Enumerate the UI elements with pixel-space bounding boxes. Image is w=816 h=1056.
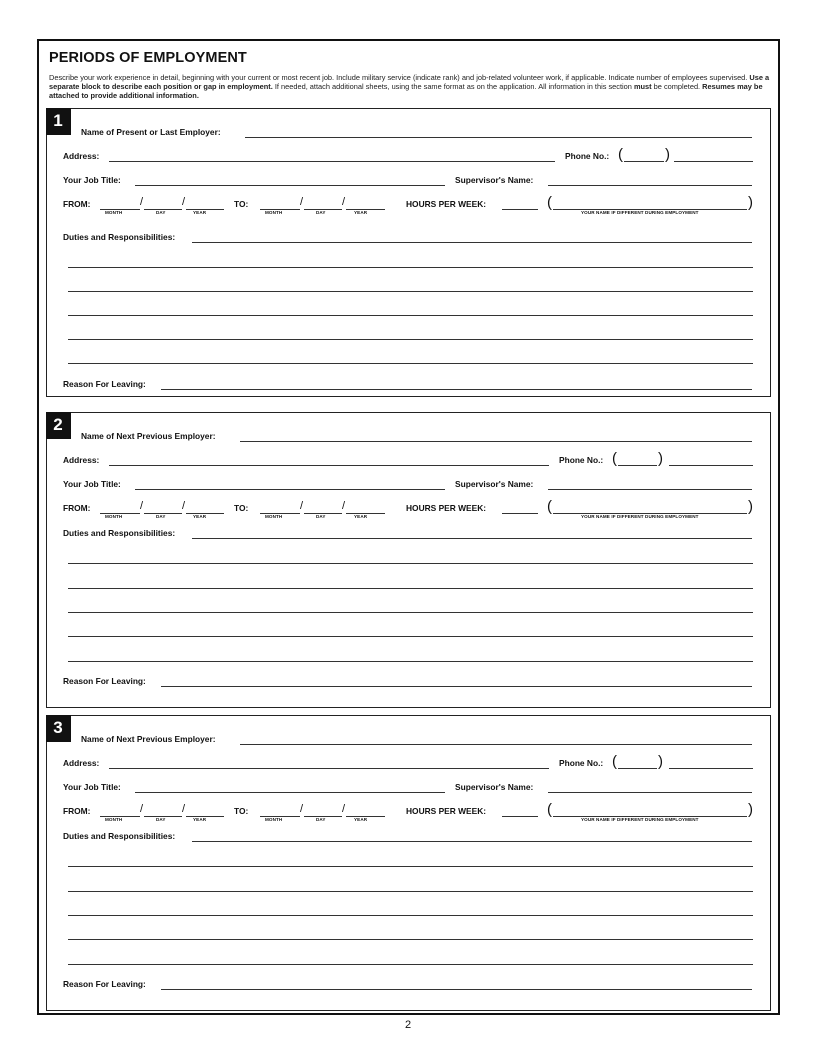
date-slash: / [342,196,346,208]
employment-block-2 [46,412,771,708]
hours-label: HOURS PER WEEK: [406,503,487,513]
intro-text: Describe your work experience in detail, beginning with your current or most recent job. Include military service (indicate rank) and job-related volunteer work, if applicable. Indicate number of employees supervised. [49,73,750,82]
intro-bold-separate-block: Use a separate block to describe each position or gap in employment. [49,73,770,92]
year-caption: YEAR [354,210,368,215]
phone-label: Phone No.: [559,455,604,465]
to-label: TO: [234,503,249,513]
duties-line[interactable] [68,636,753,637]
reason-for-leaving-field[interactable] [161,389,752,390]
date-slash: / [182,196,186,208]
address-field[interactable] [109,161,555,162]
phone-number-field[interactable] [674,161,753,162]
date-slash: / [140,196,144,208]
alt-name-caption: YOUR NAME IF DIFFERENT DURING EMPLOYMENT [581,817,699,822]
intro-bold-resumes: Resumes may be attached to provide additional information. [49,82,763,101]
duties-line[interactable] [68,939,753,940]
supervisor-label: Supervisor's Name: [455,479,534,489]
supervisor-name-field[interactable] [548,489,752,490]
duties-line[interactable] [68,915,753,916]
employment-block-1 [46,108,771,397]
paren-close: ) [748,498,753,515]
month-caption: MONTH [105,210,123,215]
paren-open: ( [547,194,552,211]
month-caption: MONTH [105,817,123,822]
block-number: 2 [46,412,71,439]
month-caption: MONTH [105,514,123,519]
paren-open: ( [612,450,617,467]
paren-close: ) [748,194,753,211]
year-caption: YEAR [193,817,207,822]
duties-line[interactable] [68,964,753,965]
block-number: 3 [46,715,71,742]
duties-line[interactable] [68,661,753,662]
paren-close: ) [658,753,663,770]
year-caption: YEAR [354,817,368,822]
phone-label: Phone No.: [565,151,610,161]
day-caption: DAY [156,817,166,822]
phone-number-field[interactable] [669,768,753,769]
from-label: FROM: [63,503,91,513]
address-field[interactable] [109,465,549,466]
from-label: FROM: [63,199,91,209]
hours-label: HOURS PER WEEK: [406,806,487,816]
address-label: Address: [63,455,100,465]
intro-text: If needed, attach additional sheets, using the same format as on the application. All information in this section [272,82,634,92]
duties-line[interactable] [68,588,753,589]
date-slash: / [342,500,346,512]
job-title-field[interactable] [135,185,445,186]
duties-line[interactable] [68,315,753,316]
page-number: 2 [404,1019,412,1031]
duties-line[interactable] [68,612,753,613]
duties-line[interactable] [68,866,753,867]
section-title: PERIODS OF EMPLOYMENT [49,50,247,66]
phone-area-code-field[interactable] [624,161,664,162]
reason-label: Reason For Leaving: [63,979,146,989]
employer-name-field[interactable] [245,137,752,138]
year-caption: YEAR [193,210,207,215]
date-slash: / [182,803,186,815]
job-title-field[interactable] [135,792,445,793]
intro-bold-must: must [633,82,652,92]
employer-label: Name of Present or Last Employer: [81,127,221,137]
from-label: FROM: [63,806,91,816]
duties-label: Duties and Responsibilities: [63,528,176,538]
intro-text: be completed. [651,82,703,92]
address-label: Address: [63,758,100,768]
paren-close: ) [658,450,663,467]
address-label: Address: [63,151,100,161]
job-title-label: Your Job Title: [63,175,121,185]
job-title-label: Your Job Title: [63,782,121,792]
duties-line[interactable] [68,563,753,564]
phone-number-field[interactable] [669,465,753,466]
date-slash: / [300,803,304,815]
duties-line[interactable] [68,363,753,364]
phone-area-code-field[interactable] [618,768,657,769]
employer-label: Name of Next Previous Employer: [81,734,216,744]
duties-line[interactable] [68,267,753,268]
date-slash: / [140,803,144,815]
alt-name-caption: YOUR NAME IF DIFFERENT DURING EMPLOYMENT [581,210,699,215]
date-slash: / [182,500,186,512]
employer-name-field[interactable] [240,744,752,745]
paren-open: ( [618,146,623,163]
year-caption: YEAR [193,514,207,519]
to-label: TO: [234,806,249,816]
to-label: TO: [234,199,249,209]
job-title-label: Your Job Title: [63,479,121,489]
alt-name-caption: YOUR NAME IF DIFFERENT DURING EMPLOYMENT [581,514,699,519]
duties-line[interactable] [68,339,753,340]
paren-close: ) [665,146,670,163]
day-caption: DAY [156,514,166,519]
reason-label: Reason For Leaving: [63,379,146,389]
date-slash: / [342,803,346,815]
duties-label: Duties and Responsibilities: [63,232,176,242]
date-slash: / [140,500,144,512]
month-caption: MONTH [265,514,283,519]
reason-for-leaving-field[interactable] [161,686,752,687]
duties-field-line[interactable] [192,242,752,243]
section-instructions [49,73,774,101]
block-number: 1 [46,108,71,135]
hours-per-week-field[interactable] [502,209,538,210]
duties-field-line[interactable] [192,841,752,842]
day-caption: DAY [156,210,166,215]
reason-label: Reason For Leaving: [63,676,146,686]
phone-label: Phone No.: [559,758,604,768]
reason-for-leaving-field[interactable] [161,989,752,990]
paren-open: ( [547,498,552,515]
month-caption: MONTH [265,210,283,215]
year-caption: YEAR [354,514,368,519]
duties-line[interactable] [68,891,753,892]
hours-per-week-field[interactable] [502,816,538,817]
duties-field-line[interactable] [192,538,752,539]
address-field[interactable] [109,768,549,769]
hours-per-week-field[interactable] [502,513,538,514]
duties-label: Duties and Responsibilities: [63,831,176,841]
supervisor-label: Supervisor's Name: [455,782,534,792]
day-caption: DAY [316,210,326,215]
supervisor-name-field[interactable] [548,185,752,186]
phone-area-code-field[interactable] [618,465,657,466]
supervisor-name-field[interactable] [548,792,752,793]
day-caption: DAY [316,817,326,822]
paren-open: ( [547,801,552,818]
date-slash: / [300,500,304,512]
day-caption: DAY [316,514,326,519]
hours-label: HOURS PER WEEK: [406,199,487,209]
employer-name-field[interactable] [240,441,752,442]
paren-close: ) [748,801,753,818]
month-caption: MONTH [265,817,283,822]
employment-block-3 [46,715,771,1011]
duties-line[interactable] [68,291,753,292]
job-title-field[interactable] [135,489,445,490]
employment-section [37,39,780,1015]
supervisor-label: Supervisor's Name: [455,175,534,185]
employer-label: Name of Next Previous Employer: [81,431,216,441]
date-slash: / [300,196,304,208]
paren-open: ( [612,753,617,770]
